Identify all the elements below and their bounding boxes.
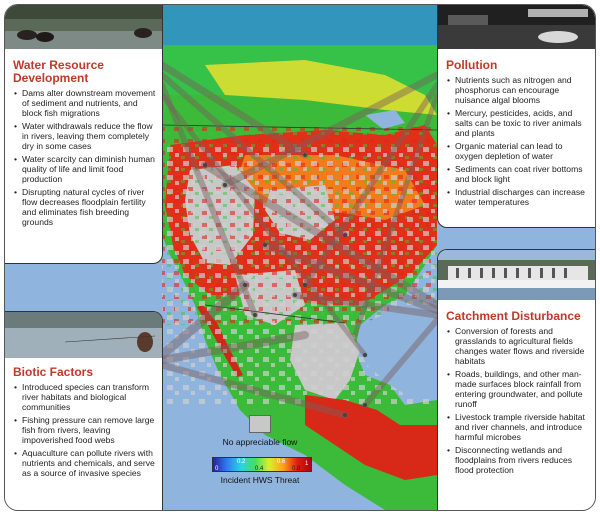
fishing-photo — [5, 312, 162, 358]
north-zone-low — [162, 5, 437, 45]
pollution-title: Pollution — [446, 58, 498, 72]
colorbar-tick: 0.6 — [277, 459, 286, 465]
dam-photo — [438, 250, 596, 300]
pollution-pipe-photo — [438, 5, 596, 49]
biotic-content — [13, 366, 158, 481]
list-item: • Organic material can lead to oxygen depletion of water — [455, 141, 592, 161]
no-flow-swatch — [249, 415, 271, 433]
water-resource-list — [13, 88, 158, 227]
colorbar-tick: 0.4 — [255, 466, 264, 472]
list-item: • Disconnecting wetlands and floodplains from rivers reduces flood protection — [455, 445, 592, 475]
biotic-list — [13, 382, 158, 478]
pollution-list — [446, 75, 592, 207]
list-item: • Aquaculture can pollute rivers with nutrients and chemicals, and serve as a source of invasive species — [22, 448, 158, 478]
list-item: • Nutrients such as nitrogen and phosphorus can encourage nuisance algal blooms — [455, 75, 592, 105]
catchment-content — [446, 310, 592, 478]
pollution-panel — [437, 5, 596, 228]
catchment-panel — [437, 249, 596, 511]
colorbar-title: Incident HWS Threat — [220, 475, 300, 485]
colorbar-tick: 0 — [215, 466, 219, 472]
list-item: • Mercury, pesticides, acids, and salts can be toxic to river animals and plants — [455, 108, 592, 138]
list-item: • Disrupting natural cycles of river flow decreases floodplain fertility and eliminates fish breeding grounds — [22, 187, 158, 227]
list-item: • Conversion of forests and grasslands to agricultural fields changes water flows and riverside habitats — [455, 326, 592, 366]
list-item: • Roads, buildings, and other man-made surfaces block rainfall from entering groundwater, and pollute runoff — [455, 369, 592, 409]
no-flow-label: No appreciable flow — [222, 437, 298, 447]
list-item: • Livestock trample riverside habitat and river channels, and introduce harmful microbes — [455, 412, 592, 442]
biotic-panel — [5, 311, 163, 511]
pollution-content — [446, 59, 592, 210]
list-item: • Sediments can coat river bottoms and block light — [455, 164, 592, 184]
cattle-river-photo — [5, 5, 162, 49]
list-item: • Industrial discharges can increase water temperatures — [455, 187, 592, 207]
catchment-list — [446, 326, 592, 475]
list-item: • Dams alter downstream movement of sediment and nutrients, and block fish migrations — [22, 88, 158, 118]
colorbar-tick: 1 — [305, 461, 309, 467]
list-item: • Fishing pressure can remove large fish from rivers, leaving impoverished food webs — [22, 415, 158, 445]
list-item: • Water scarcity can diminish human quality of life and limit food production — [22, 154, 158, 184]
list-item: • Water withdrawals reduce the flow in rivers, leaving them completely dry in some cases — [22, 121, 158, 151]
colorbar-tick: 0.8 — [292, 466, 301, 472]
list-item: • Introduced species can transform river habitats and biological communities — [22, 382, 158, 412]
biotic-title: Biotic Factors — [13, 365, 94, 379]
water-resource-content — [13, 59, 158, 230]
catchment-title: Catchment Disturbance — [446, 309, 581, 323]
infographic-frame — [4, 4, 596, 511]
colorbar-tick: 0.2 — [237, 459, 246, 465]
water-resource-panel — [5, 5, 163, 264]
water-resource-title: Water Resource Development — [13, 58, 104, 85]
